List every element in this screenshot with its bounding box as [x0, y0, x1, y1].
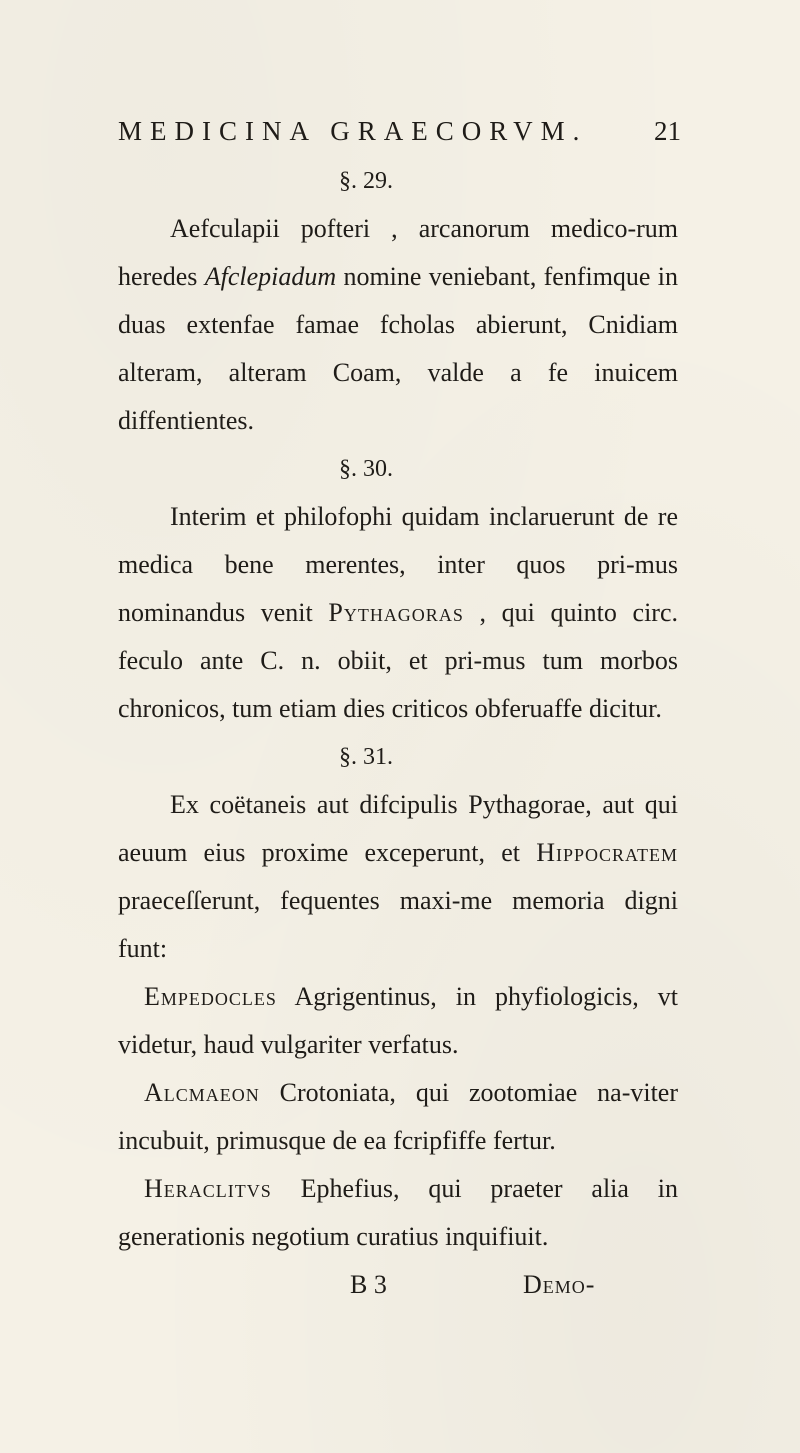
- signature-mark: B 3: [350, 1270, 387, 1299]
- section-29: [118, 157, 678, 445]
- page-number: 21: [654, 116, 681, 146]
- text-run: Ephefius, qui praeter alia in generationis negotium curatius inquifiuit.: [118, 1174, 678, 1251]
- text-run: , qui quinto circ. feculo ante C. n. obiit, et pri-mus tum morbos chronicos, tum etiam dies criticos obferuaffe dicitur.: [118, 598, 678, 723]
- person-name: Heraclitvs: [144, 1174, 272, 1203]
- paragraph-heraclitus: [118, 1165, 678, 1261]
- running-head: [0, 112, 800, 152]
- person-name: Pythagoras: [328, 598, 464, 627]
- section-heading: §. 30.: [339, 456, 393, 482]
- paragraph: [118, 493, 678, 733]
- italic-term: Afclepiadum: [204, 262, 337, 291]
- body-text: [118, 157, 678, 1309]
- paragraph-alcmaeon: [118, 1069, 678, 1165]
- text-run: Interim et philofophi quidam inclaruerunt de re medica bene merentes, inter quos pri-mus nominandus venit: [118, 502, 678, 627]
- paragraph: [118, 205, 678, 445]
- person-name: Alcmaeon: [144, 1078, 260, 1107]
- person-name: Empedocles: [144, 982, 277, 1011]
- catchword: Demo-: [523, 1270, 596, 1299]
- text-run: Crotoniata, qui zootomiae na-viter incubuit, primusque de ea fcripfiffe fertur.: [118, 1078, 678, 1155]
- section-heading: §. 29.: [339, 168, 393, 194]
- page-footer: [118, 1261, 678, 1309]
- running-title: MEDICINA GRAECORVM.: [118, 116, 588, 146]
- text-run: Aefculapii pofteri , arcanorum medico-rum heredes: [118, 214, 678, 291]
- section-30: [118, 445, 678, 733]
- section-31: [118, 733, 678, 1261]
- paragraph: [118, 781, 678, 973]
- text-run: Agrigentinus, in phyfiologicis, vt videtur, haud vulgariter verfatus.: [118, 982, 678, 1059]
- text-run: Ex coëtaneis aut difcipulis Pythagorae, aut qui aeuum eius proxime exceperunt, et: [118, 790, 678, 867]
- text-run: praeceſſerunt, fequentes maxi-me memoria digni funt:: [118, 886, 678, 963]
- section-heading: §. 31.: [339, 744, 393, 770]
- text-run: nomine veniebant, fenfimque in duas extenfae famae fcholas abierunt, Cnidiam alteram, alteram Coam, valde a fe inuicem diffentientes.: [118, 262, 679, 435]
- paragraph-empedocles: [118, 973, 678, 1069]
- person-name: Hippocratem: [536, 838, 678, 867]
